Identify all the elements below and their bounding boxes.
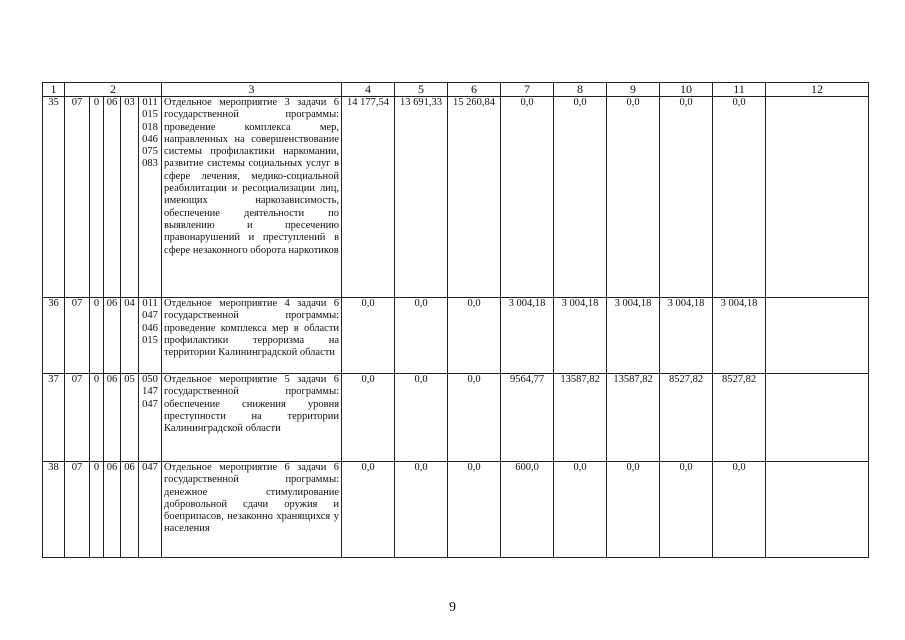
code-cell: 07 (65, 298, 90, 374)
code-item: 011 (142, 298, 158, 309)
code-list-cell (139, 462, 162, 558)
code-cell: 06 (104, 462, 121, 558)
value-cell: 0,0 (395, 374, 448, 462)
code-cell: 07 (65, 374, 90, 462)
code-cell: 07 (65, 97, 90, 298)
code-item: 015 (142, 334, 158, 346)
value-cell: 0,0 (342, 462, 395, 558)
code-list-cell (139, 374, 162, 462)
header-col-7: 7 (501, 83, 554, 97)
value-cell: 3 004,18 (554, 298, 607, 374)
value-cell: 15 260,84 (448, 97, 501, 298)
code-cell: 03 (121, 97, 139, 298)
notes-cell (766, 462, 869, 558)
value-cell: 0,0 (501, 97, 554, 298)
row-number: 38 (43, 462, 65, 558)
code-cell: 06 (104, 97, 121, 298)
header-col-2: 2 (65, 83, 162, 97)
header-col-11: 11 (713, 83, 766, 97)
code-item: 083 (142, 158, 158, 170)
code-item: 075 (142, 146, 158, 158)
value-cell: 14 177,54 (342, 97, 395, 298)
description-cell: Отдельное мероприятие 4 задачи 6 государственной программы: проведение комплекса мер в области профилактики терроризма на территории Калининградской области (162, 298, 342, 374)
value-cell: 0,0 (660, 97, 713, 298)
code-item: 047 (142, 398, 158, 410)
value-cell: 0,0 (607, 462, 660, 558)
header-col-4: 4 (342, 83, 395, 97)
value-cell: 0,0 (713, 97, 766, 298)
description-cell: Отдельное мероприятие 3 задачи 6 государственной программы: проведение комплекса мер, направленных на совершенствование системы профилактики наркомании, развитие системы социальных услуг в сфере лечения, медико-социальной реабилитации и ресоциализации лиц, имеющих наркозависимость, обеспечение деятельности по выявлению и пресечению правонарушений и преступлений в сфере незаконного оборота наркотиков (162, 97, 342, 298)
table-row (43, 298, 869, 374)
notes-cell (766, 374, 869, 462)
notes-cell (766, 298, 869, 374)
header-col-5: 5 (395, 83, 448, 97)
code-item: 147 (142, 386, 158, 398)
value-cell: 3 004,18 (607, 298, 660, 374)
value-cell: 13 691,33 (395, 97, 448, 298)
value-cell: 8527,82 (713, 374, 766, 462)
code-item: 011 (142, 97, 158, 108)
header-col-12: 12 (766, 83, 869, 97)
header-col-8: 8 (554, 83, 607, 97)
row-number: 35 (43, 97, 65, 298)
header-col-6: 6 (448, 83, 501, 97)
value-cell: 0,0 (342, 374, 395, 462)
code-cell: 0 (90, 298, 104, 374)
code-list-cell (139, 97, 162, 298)
code-cell: 0 (90, 462, 104, 558)
header-col-3: 3 (162, 83, 342, 97)
table-row (43, 374, 869, 462)
header-row (43, 83, 869, 97)
code-item: 047 (142, 462, 158, 473)
code-cell: 06 (104, 374, 121, 462)
value-cell: 3 004,18 (660, 298, 713, 374)
value-cell: 0,0 (554, 97, 607, 298)
header-col-1: 1 (43, 83, 65, 97)
code-cell: 06 (104, 298, 121, 374)
value-cell: 8527,82 (660, 374, 713, 462)
description-cell: Отдельное мероприятие 6 задачи 6 государственной программы: денежное стимулирование добровольной сдачи оружия и боеприпасов, незаконно хранящихся у населения (162, 462, 342, 558)
row-number: 37 (43, 374, 65, 462)
code-item: 015 (142, 109, 158, 121)
code-item: 046 (142, 133, 158, 145)
value-cell: 0,0 (713, 462, 766, 558)
code-item: 047 (142, 310, 158, 322)
code-cell: 04 (121, 298, 139, 374)
value-cell: 13587,82 (554, 374, 607, 462)
value-cell: 0,0 (395, 298, 448, 374)
value-cell: 13587,82 (607, 374, 660, 462)
value-cell: 3 004,18 (713, 298, 766, 374)
value-cell: 0,0 (448, 298, 501, 374)
code-list-cell (139, 298, 162, 374)
table-row (43, 462, 869, 558)
page-number: 9 (449, 600, 456, 615)
code-cell: 05 (121, 374, 139, 462)
description-cell: Отдельное мероприятие 5 задачи 6 государственной программы: обеспечение снижения уровня преступности на территории Калининградской области (162, 374, 342, 462)
value-cell: 0,0 (448, 462, 501, 558)
value-cell: 0,0 (554, 462, 607, 558)
header-col-10: 10 (660, 83, 713, 97)
row-number: 36 (43, 298, 65, 374)
budget-table (42, 82, 869, 558)
value-cell: 3 004,18 (501, 298, 554, 374)
notes-cell (766, 97, 869, 298)
value-cell: 0,0 (342, 298, 395, 374)
code-item: 046 (142, 322, 158, 334)
code-cell: 07 (65, 462, 90, 558)
code-item: 018 (142, 121, 158, 133)
value-cell: 600,0 (501, 462, 554, 558)
value-cell: 0,0 (607, 97, 660, 298)
code-cell: 06 (121, 462, 139, 558)
table-row (43, 97, 869, 298)
value-cell: 0,0 (448, 374, 501, 462)
code-item: 050 (142, 374, 158, 385)
value-cell: 9564,77 (501, 374, 554, 462)
value-cell: 0,0 (660, 462, 713, 558)
code-cell: 0 (90, 97, 104, 298)
value-cell: 0,0 (395, 462, 448, 558)
header-col-9: 9 (607, 83, 660, 97)
code-cell: 0 (90, 374, 104, 462)
